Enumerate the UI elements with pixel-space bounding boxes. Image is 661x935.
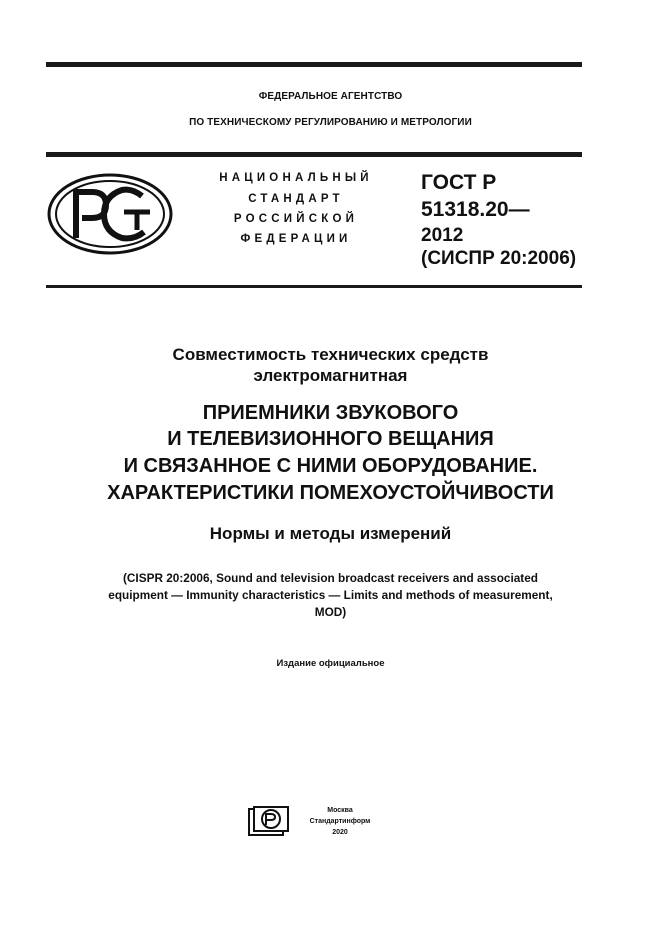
english-title-line3: MOD) xyxy=(314,605,347,619)
top-rule xyxy=(46,62,582,67)
gost-designation-cispr: (СИСПР 20:2006) xyxy=(421,248,577,269)
english-title-line2: equipment — Immunity characteristics — Limits and methods of measurement, xyxy=(108,588,553,602)
header-rule xyxy=(46,152,582,157)
main-title-line2: И ТЕЛЕВИЗИОННОГО ВЕЩАНИЯ xyxy=(167,428,494,450)
norms-heading: Нормы и методы измерений xyxy=(209,524,452,543)
edition-note: Издание официальное xyxy=(276,658,385,669)
national-line-1: НАЦИОНАЛЬНЫЙ xyxy=(219,172,373,184)
publisher-logo-icon xyxy=(248,806,290,836)
gost-r-logo-icon xyxy=(46,172,174,256)
gost-designation-line2: 51318.20— xyxy=(421,198,530,221)
publisher-year: 2020 xyxy=(332,829,348,836)
national-line-4: ФЕДЕРАЦИИ xyxy=(240,233,352,245)
main-title-line3: И СВЯЗАННОЕ С НИМИ ОБОРУДОВАНИЕ. xyxy=(123,455,538,477)
main-title-line1: ПРИЕМНИКИ ЗВУКОВОГО xyxy=(202,402,459,424)
gost-designation-year: 2012 xyxy=(421,225,464,246)
gost-designation-line1: ГОСТ Р xyxy=(421,171,497,194)
subtitle-line2: электромагнитная xyxy=(253,366,408,385)
agency-name-line1: ФЕДЕРАЛЬНОЕ АГЕНТСТВО xyxy=(258,91,403,102)
national-line-2: СТАНДАРТ xyxy=(248,193,344,205)
subtitle-line1: Совместимость технических средств xyxy=(172,345,489,364)
block-rule xyxy=(46,285,582,288)
english-title-line1: (CISPR 20:2006, Sound and television broadcast receivers and associated xyxy=(122,571,539,585)
publisher-name: Стандартинформ xyxy=(309,818,371,825)
national-line-3: РОССИЙСКОЙ xyxy=(233,213,359,225)
agency-name-line2: ПО ТЕХНИЧЕСКОМУ РЕГУЛИРОВАНИЮ И МЕТРОЛОГИИ xyxy=(189,117,472,128)
publisher-city: Москва xyxy=(327,807,353,814)
main-title-line4: ХАРАКТЕРИСТИКИ ПОМЕХОУСТОЙЧИВОСТИ xyxy=(107,482,554,504)
